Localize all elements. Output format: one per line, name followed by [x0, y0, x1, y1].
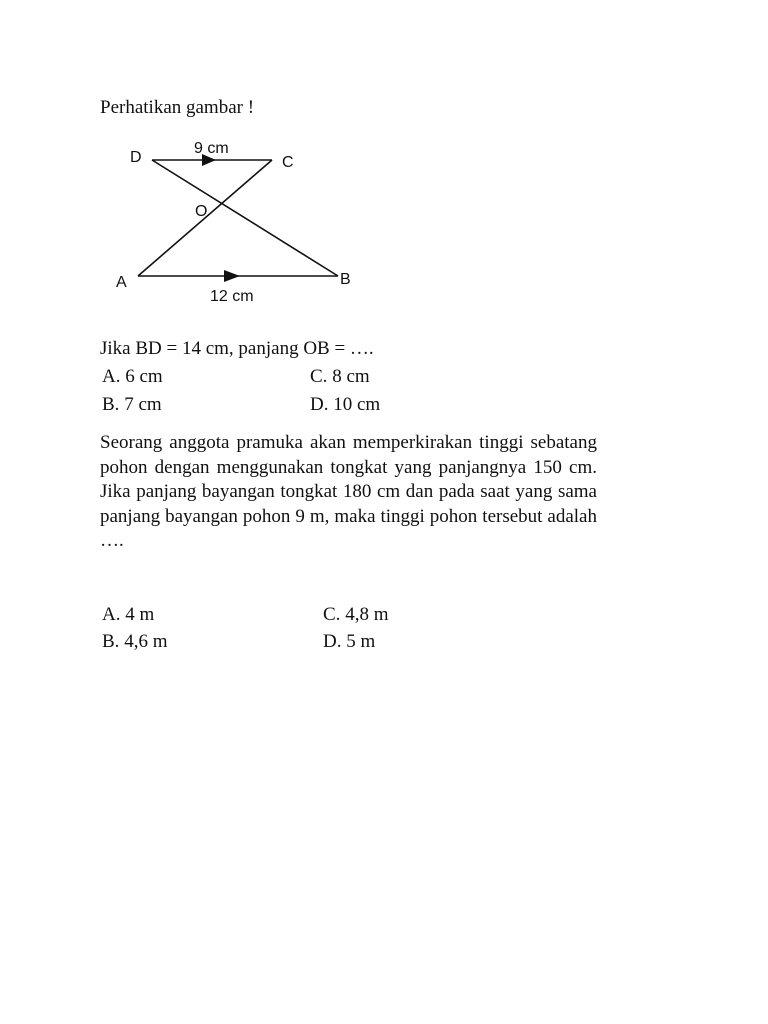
length-ab: 12 cm: [210, 288, 254, 305]
question2-option-c: [323, 604, 388, 627]
option-letter: A.: [102, 604, 121, 625]
label-b: B: [340, 271, 351, 288]
option-text: 4,6 m: [124, 631, 168, 652]
option-letter: B.: [102, 631, 120, 652]
question1-option-a: [102, 366, 163, 389]
question2-option-b: [102, 631, 167, 654]
instruction-text: Perhatikan gambar !: [100, 97, 255, 118]
triangle-diagram: [100, 135, 380, 305]
question1-option-d: [310, 394, 380, 417]
question1-option-c: [310, 366, 370, 389]
question1-option-b: [102, 394, 162, 417]
length-dc: 9 cm: [194, 140, 229, 157]
option-letter: C.: [323, 604, 341, 625]
option-text: 4,8 m: [345, 604, 389, 625]
option-text: 6 cm: [125, 366, 163, 387]
option-text: 5 m: [346, 631, 376, 652]
parallel-arrow-bottom-icon: [224, 270, 240, 282]
option-letter: D.: [323, 631, 342, 652]
option-text: 7 cm: [124, 394, 162, 415]
option-text: 10 cm: [333, 394, 381, 415]
label-o: O: [195, 203, 208, 220]
option-letter: B.: [102, 394, 120, 415]
option-letter: D.: [310, 394, 329, 415]
option-text: 4 m: [125, 604, 155, 625]
question1-stem: Jika BD = 14 cm, panjang OB = ….: [100, 338, 374, 359]
label-a: A: [116, 274, 127, 291]
geometry-figure: [100, 135, 380, 305]
option-text: 8 cm: [332, 366, 370, 387]
label-d: D: [130, 149, 142, 166]
question2-option-d: [323, 631, 375, 654]
question2-option-a: [102, 604, 154, 627]
segment-db: [152, 160, 338, 276]
question2-stem: Seorang anggota pramuka akan memperkirakan tinggi sebatang pohon dengan menggunakan tongkat yang panjangnya 150 cm. Jika panjang bayangan tongkat 180 cm dan pada saat yang sama panjang bayangan pohon 9 m, maka tinggi pohon tersebut adalah ….: [100, 432, 597, 551]
label-c: C: [282, 154, 294, 171]
option-letter: C.: [310, 366, 328, 387]
option-letter: A.: [102, 366, 121, 387]
